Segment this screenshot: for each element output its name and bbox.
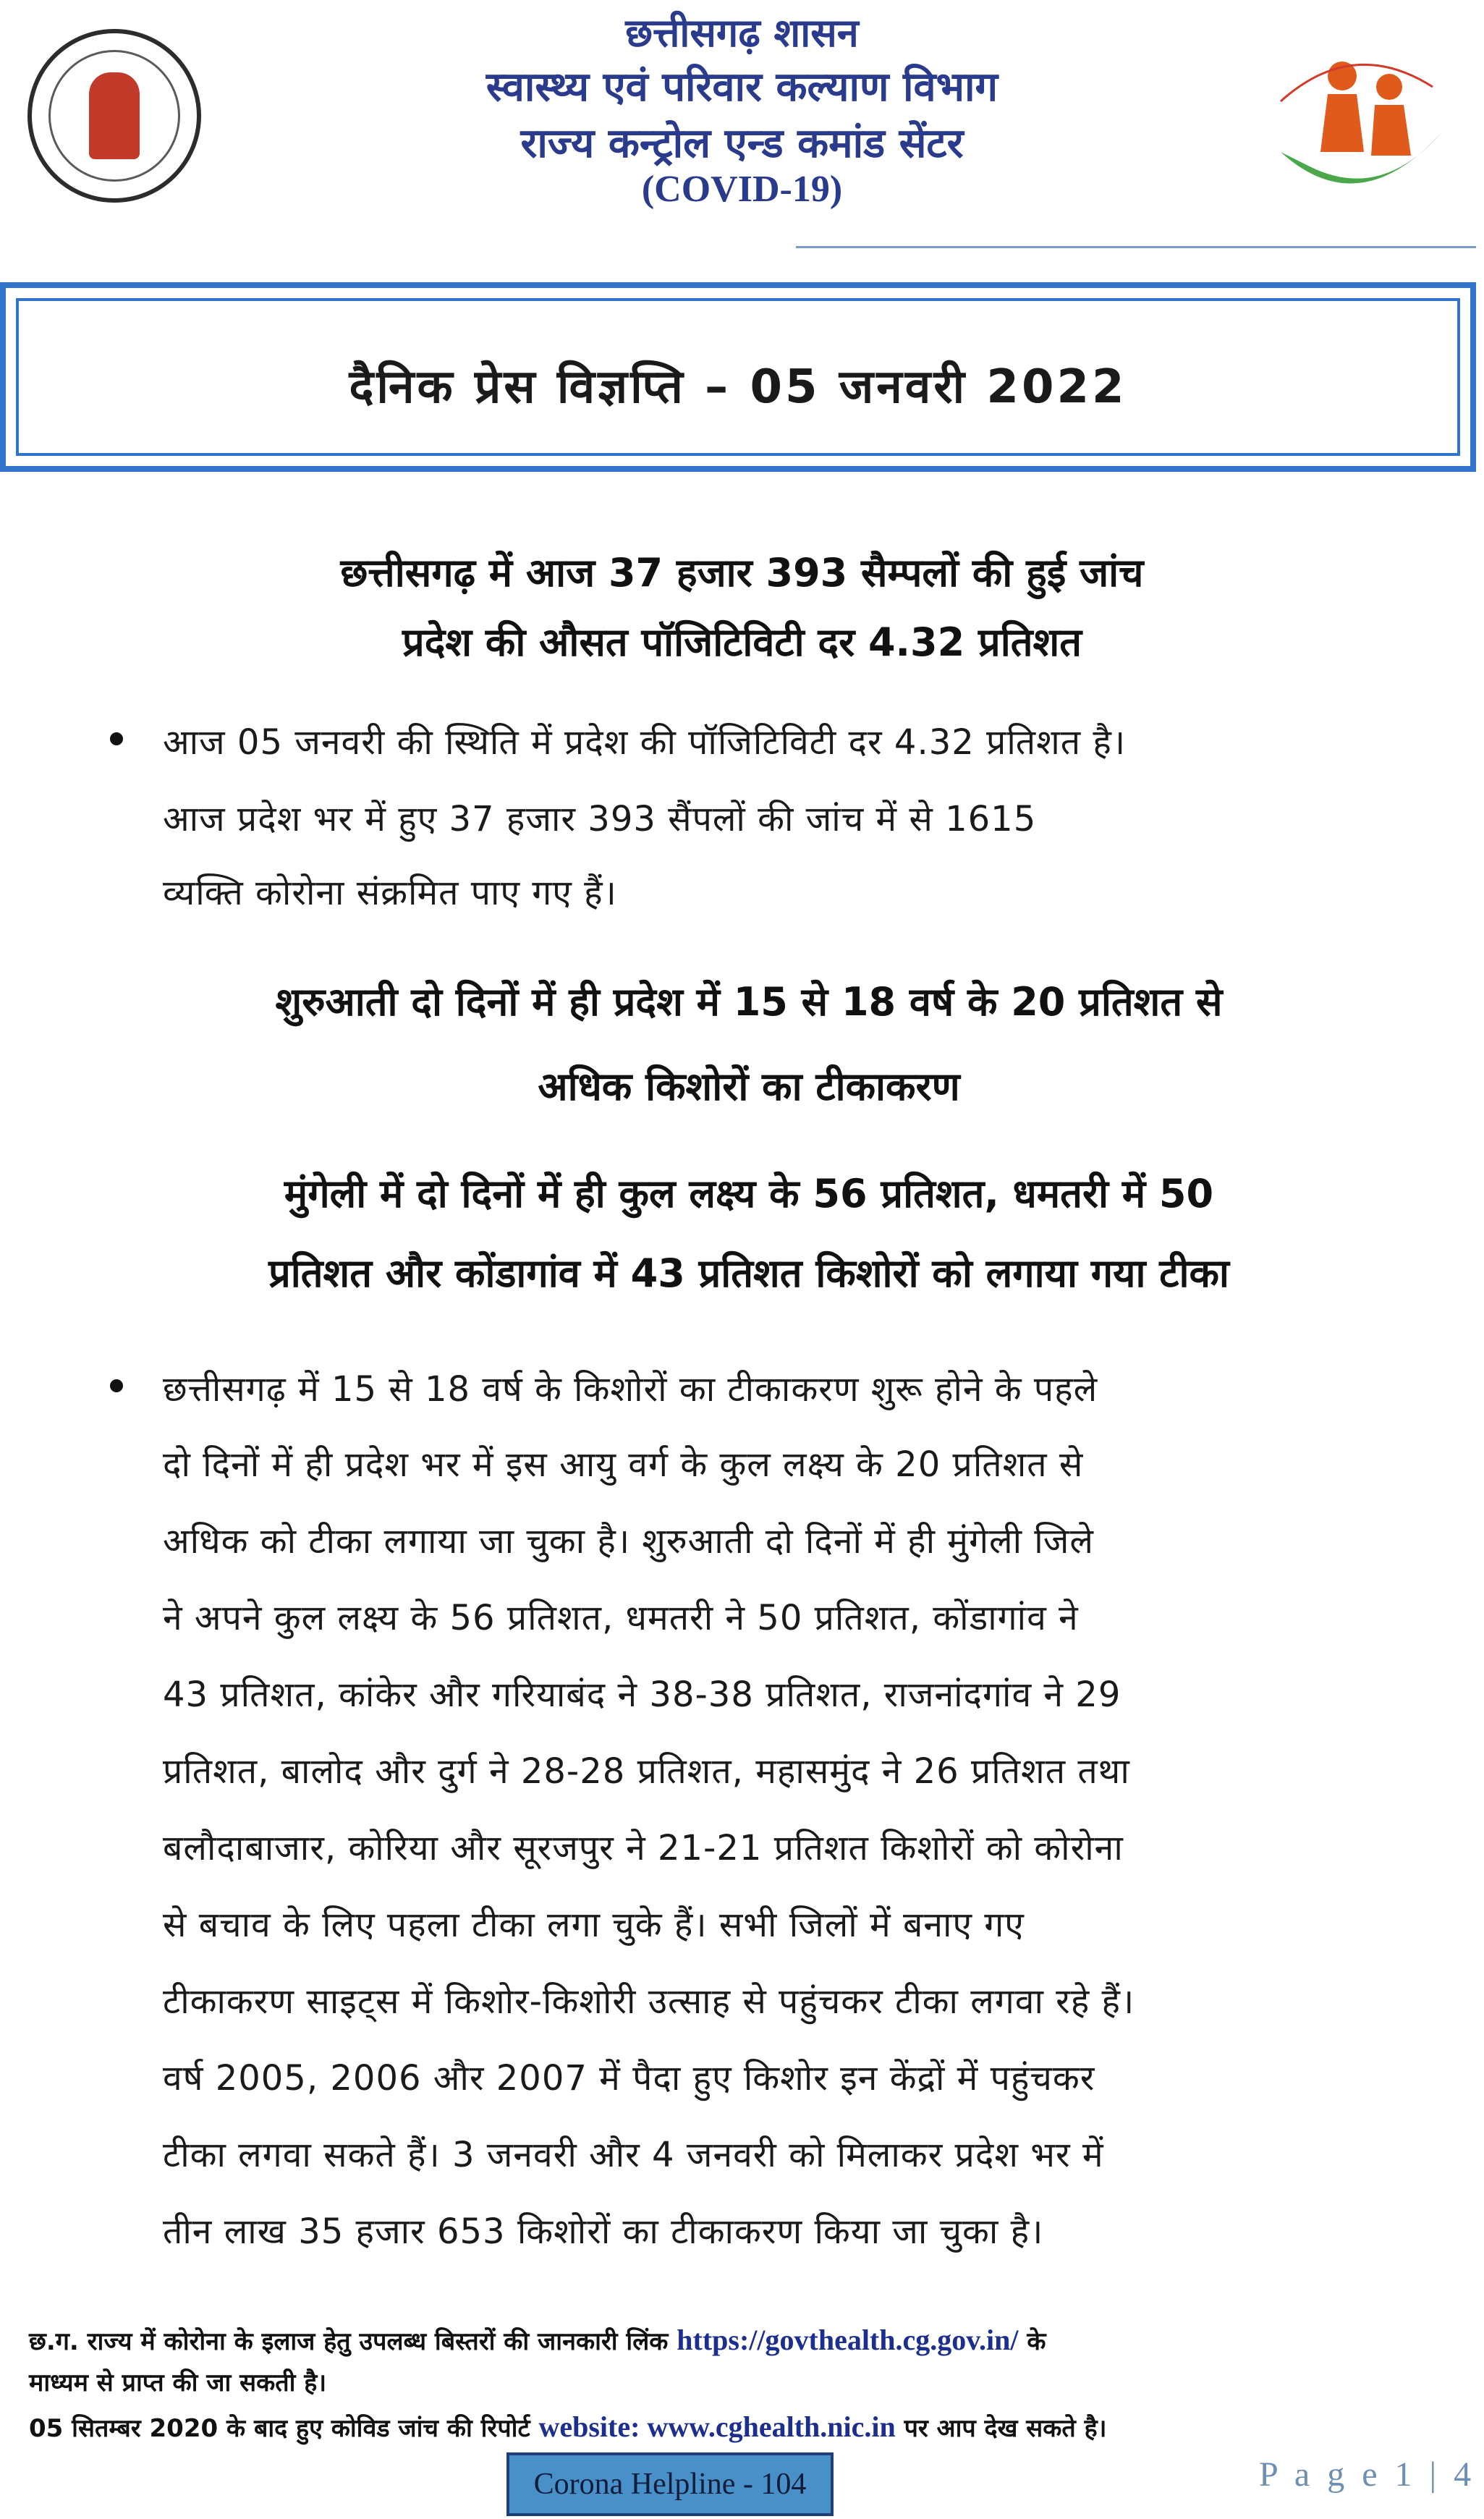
header-line-command-center: राज्य कन्ट्रोल एन्ड कमांड सेंटर: [520, 120, 964, 167]
para2-line: दो दिनों में ही प्रदेश भर में इस आयु वर्ग के कुल लक्ष्य के 20 प्रतिशत से: [163, 1444, 1084, 1485]
para2-line: तीन लाख 35 हजार 653 किशोरों का टीकाकरण किया जा चुका है।: [163, 2211, 1044, 2252]
footer-report-suffix: पर आप देख सकते है।: [904, 2414, 1107, 2443]
para2-line: ने अपने कुल लक्ष्य के 56 प्रतिशत, धमतरी ने 50 प्रतिशत, कोंडागांव ने: [163, 1598, 1079, 1638]
para2-line: बलौदाबाजार, कोरिया और सूरजपुर ने 21-21 प्रतिशत किशोरों को कोरोना: [163, 1828, 1124, 1868]
bullet-icon: [110, 1379, 123, 1392]
para1-line: आज 05 जनवरी की स्थिति में प्रदेश की पॉजिटिविटी दर 4.32 प्रतिशत है।: [163, 722, 1127, 763]
footer-beds-text: छ.ग. राज्य में कोरोना के इलाज हेतु उपलब्ध बिस्तरों की जानकारी लिंक: [29, 2327, 669, 2356]
govthealth-link[interactable]: https://govthealth.cg.gov.in/: [677, 2324, 1019, 2356]
footer-report-text: 05 सितम्बर 2020 के बाद हुए कोविड जांच की रिपोर्ट: [29, 2414, 530, 2443]
headline2-line4: प्रतिशत और कोंडागांव में 43 प्रतिशत किशोरों को लगाया गया टीका: [268, 1250, 1229, 1296]
headline2-line1: शुरुआती दो दिनों में ही प्रदेश में 15 से 18 वर्ष के 20 प्रतिशत से: [275, 979, 1223, 1025]
para2-line: से बचाव के लिए पहला टीका लगा चुके हैं। सभी जिलों में बनाए गए: [163, 1905, 1025, 1945]
headline2-line2: अधिक किशोरों का टीकाकरण: [538, 1064, 960, 1109]
headline1-line1: छत्तीसगढ़ में आज 37 हजार 393 सैम्पलों की हुई जांच: [340, 550, 1144, 596]
page-title: दैनिक प्रेस विज्ञप्ति – 05 जनवरी 2022: [349, 360, 1127, 414]
para2-line: छत्तीसगढ़ में 15 से 18 वर्ष के किशोरों का टीकाकरण शुरू होने के पहले: [163, 1369, 1098, 1410]
para2-line: अधिक को टीका लगाया जा चुका है। शुरुआती दो दिनों में ही मुंगेली जिले: [163, 1521, 1094, 1562]
headline1-line2: प्रदेश की औसत पॉजिटिविटी दर 4.32 प्रतिशत: [402, 619, 1082, 665]
footer-beds-suffix: के: [1027, 2327, 1046, 2356]
para2-line: 43 प्रतिशत, कांकेर और गरियाबंद ने 38-38 प्रतिशत, राजनांदगांव ने 29: [163, 1675, 1122, 1715]
cghealth-website-link[interactable]: website: www.cghealth.nic.in: [538, 2410, 896, 2443]
para2-line: टीकाकरण साइट्स में किशोर-किशोरी उत्साह से पहुंचकर टीका लगवा रहे हैं।: [163, 1981, 1135, 2022]
para1-line: आज प्रदेश भर में हुए 37 हजार 393 सैंपलों की जांच में से 1615: [163, 799, 1037, 839]
footer-report-info: [29, 2410, 1107, 2444]
para1-line: व्यक्ति कोरोना संक्रमित पाए गए हैं।: [163, 873, 617, 913]
footer-beds-info-continued: माध्यम से प्राप्त की जा सकती है।: [29, 2368, 327, 2397]
header-line-department: स्वास्थ्य एवं परिवार कल्याण विभाग: [486, 64, 998, 111]
header-divider: [796, 246, 1476, 248]
page-number: P a g e 1 | 4: [1259, 2455, 1476, 2494]
para2-line: प्रतिशत, बालोद और दुर्ग ने 28-28 प्रतिशत, महासमुंद ने 26 प्रतिशत तथा: [163, 1751, 1130, 1792]
headline2-line3: मुंगेली में दो दिनों में ही कुल लक्ष्य के 56 प्रतिशत, धमतरी में 50: [284, 1171, 1214, 1216]
header-line-covid: (COVID-19): [641, 169, 843, 210]
title-box: [0, 282, 1476, 472]
header-line-government: छत्तीसगढ़ शासन: [625, 10, 859, 56]
bullet-icon: [110, 732, 123, 745]
para2-line: टीका लगवा सकते हैं। 3 जनवरी और 4 जनवरी को मिलाकर प्रदेश भर में: [163, 2135, 1104, 2175]
helpline-badge: Corona Helpline - 104: [506, 2452, 834, 2516]
footer-beds-info: [29, 2323, 1046, 2357]
para2-line: वर्ष 2005, 2006 और 2007 में पैदा हुए किशोर इन केंद्रों में पहुंचकर: [163, 2058, 1095, 2099]
